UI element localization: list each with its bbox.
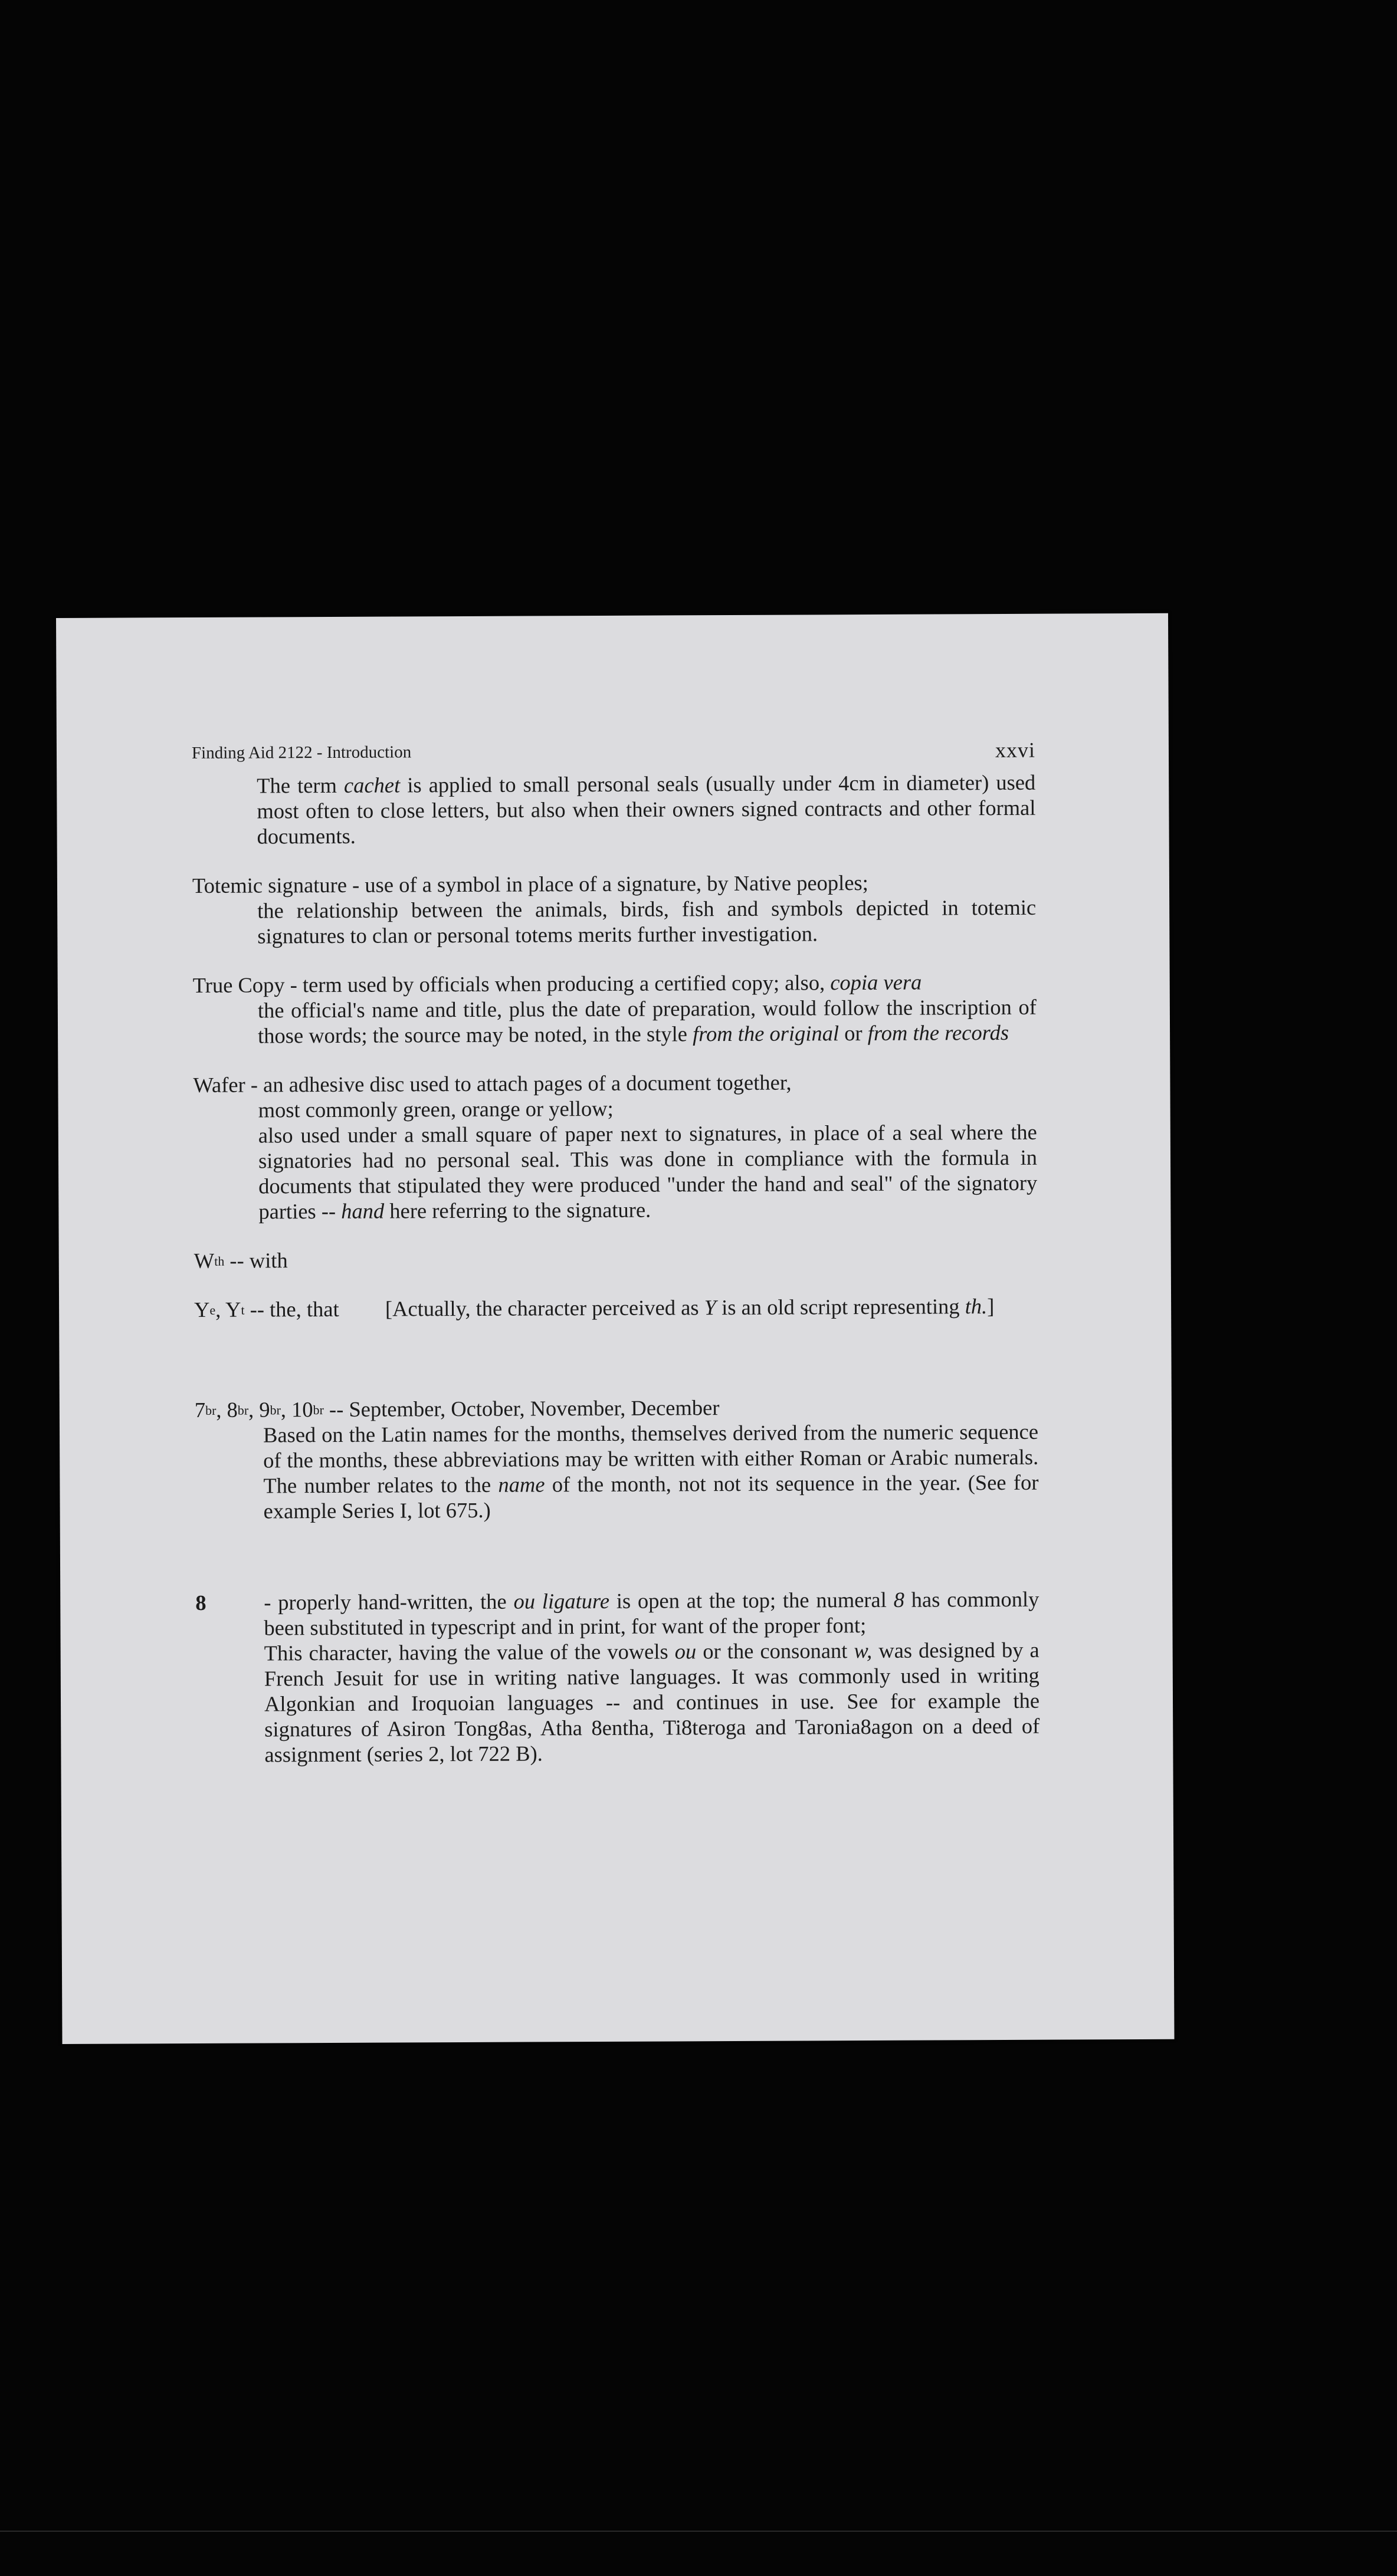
document-page: [56, 613, 1175, 2044]
months-heading: $7^{br}$, $8^{br}$, $9^{br}$, $10^{br}$ -- September, October, November, December: [194, 1395, 720, 1422]
eight-body: - properly hand-written, the ou ligature is open at the top; the numeral 8 has commonly been substituted in typescript and in print, for want of the proper font; This character, having the value of the vowels ou or the consonant w, was designed by a French Jesuit for use in writing native languages. It was commonly used in writing Algonkian and Iroquoian languages -- and continues in use. See for example the signatures of Asiron Tong8as, Atha 8entha, Ti8teroga and Taronia8agon on a deed of assignment (series 2, lot 722 B).: [264, 1586, 1040, 1767]
page-body: [192, 770, 1039, 1767]
entry-wafer: [193, 1069, 1037, 1224]
eight-label: 8: [195, 1590, 206, 1615]
cachet-paragraph: The term cachet is applied to small personal seals (usually under 4cm in diameter) used most often to close letters, but also when their owners signed contracts and other formal documents.: [257, 770, 1036, 849]
totemic-heading: Totemic signature - use of a symbol in place of a signature, by Native peoples;: [192, 870, 868, 898]
term-cachet: cachet: [343, 773, 401, 797]
page-header: [191, 738, 1036, 763]
wafer-heading: Wafer - an adhesive disc used to attach pages of a document together,: [193, 1070, 792, 1097]
entry-ye-yt: $Y^e$, $Y^t$ -- the, that [Actually, the character perceived as Y is an old script representing th.]: [194, 1294, 995, 1322]
entry-true-copy: [193, 969, 1037, 1049]
wafer-body: also used under a small square of paper next to signatures, in place of a seal where the signatories had no personal seal. This was done in compliance with the formula in documents that stipulated they were produced "under the hand and seal" of the signatory parties -- hand here referring to the signature.: [258, 1119, 1038, 1224]
true-copy-heading: True Copy - term used by officials when producing a certified copy; also, copia vera: [192, 970, 922, 997]
header-title: Finding Aid 2122 - Introduction: [191, 742, 412, 763]
entry-ou-ligature: [195, 1586, 1039, 1767]
months-body: Based on the Latin names for the months, themselves derived from the numeric sequence of the months, these abbreviations may be written with either Roman or Arabic numerals. The number relates to the name of the month, not not its sequence in the year. (See for example Series I, lot 675.): [263, 1419, 1039, 1523]
entry-with: $W^{th}$ -- with: [194, 1248, 288, 1273]
ye-note: [Actually, the character perceived as Y is an old script representing th.]: [385, 1294, 995, 1321]
wafer-line2: most commonly green, orange or yellow;: [258, 1096, 614, 1122]
totemic-body: the relationship between the animals, birds, fish and symbols depicted in totemic signatures to clan or personal totems merits further investigation.: [257, 895, 1037, 948]
entry-months: [195, 1394, 1039, 1524]
true-copy-body: the official's name and title, plus the date of preparation, would follow the inscription of those words; the source may be noted, in the style from the original or from the records: [257, 994, 1037, 1048]
scan-edge-line: [0, 2531, 1397, 2532]
entry-totemic-signature: [192, 869, 1037, 949]
page-number: xxvi: [995, 738, 1036, 763]
